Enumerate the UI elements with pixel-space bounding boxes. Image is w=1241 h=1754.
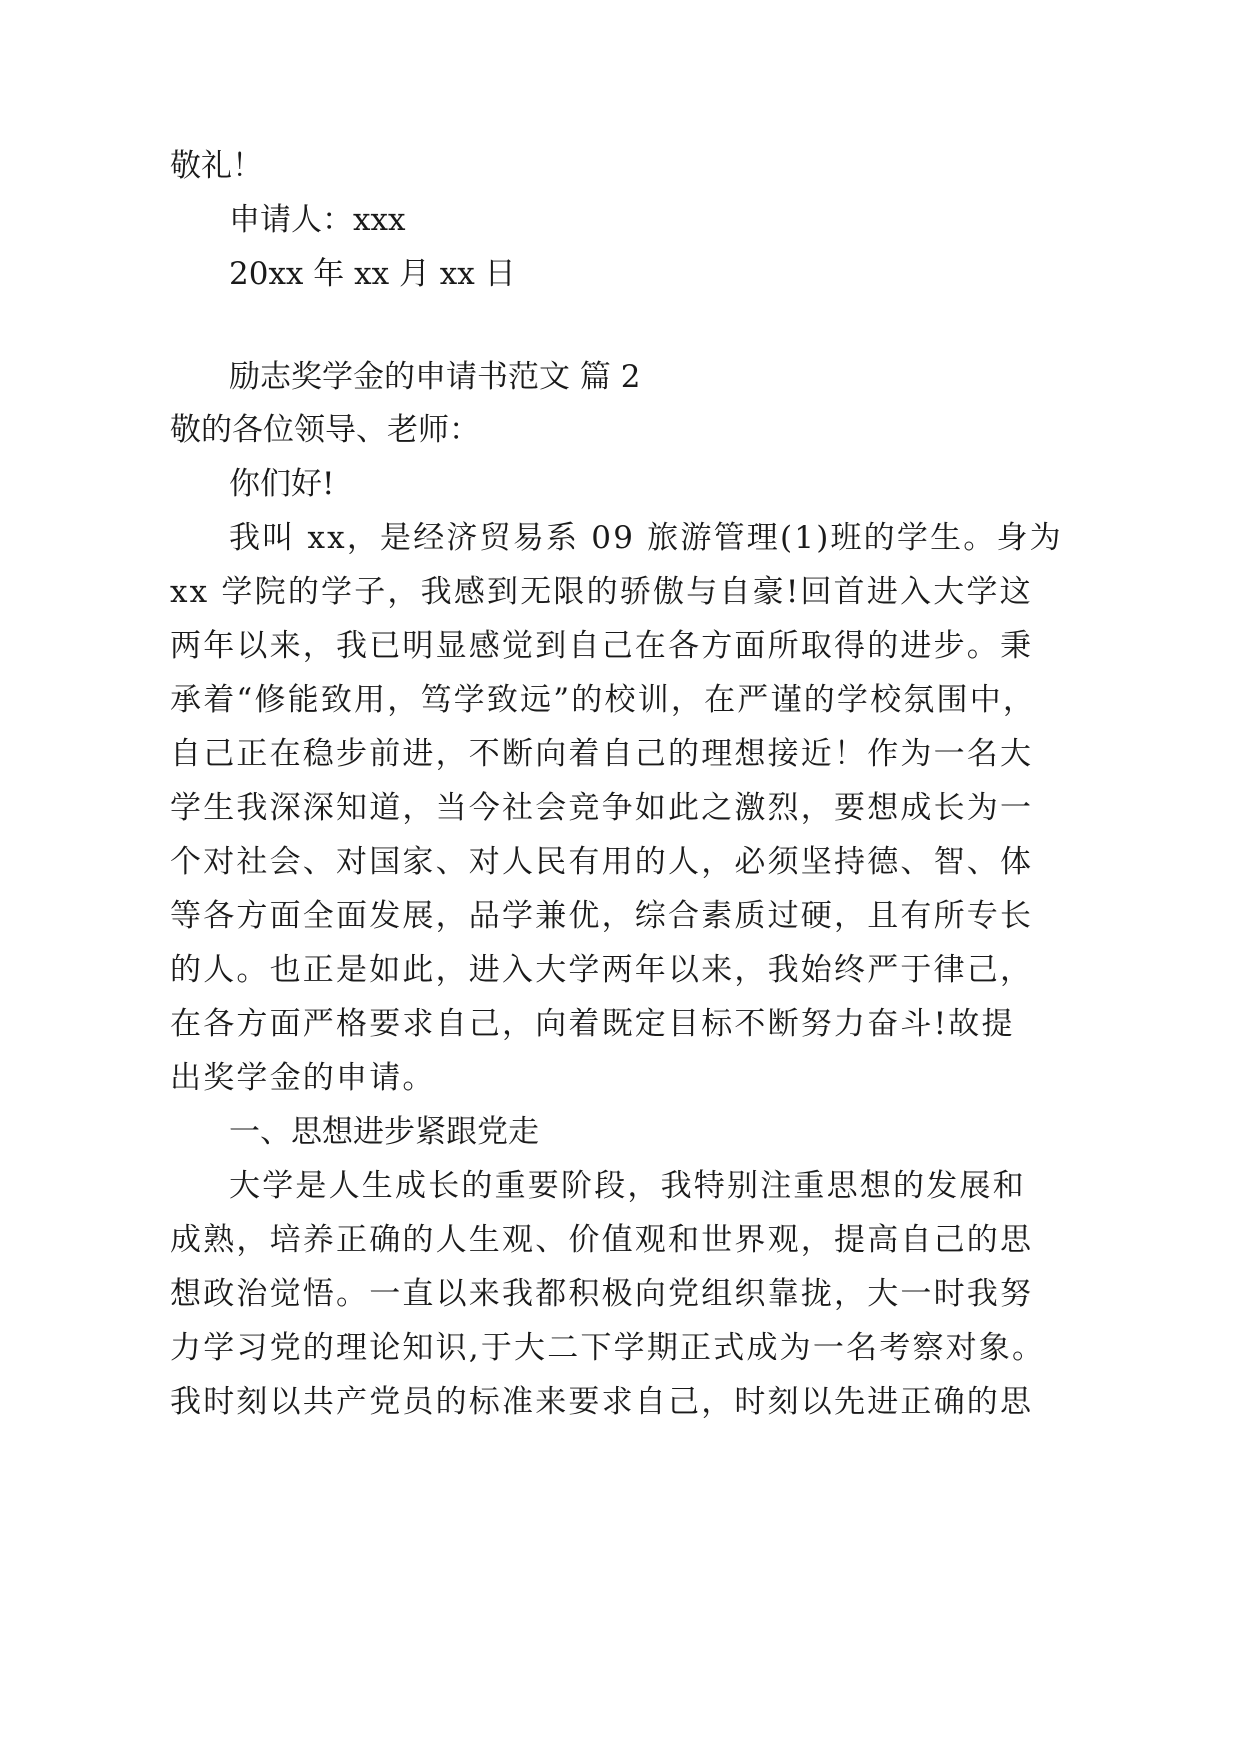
ideology-paragraph-line: 成熟，培养正确的人生观、价值观和世界观，提高自己的思 [170, 1222, 1034, 1258]
salutation: 敬的各位领导、老师： [170, 412, 480, 448]
intro-paragraph-line: 个对社会、对国家、对人民有用的人，必须坚持德、智、体 [170, 844, 1034, 880]
intro-paragraph-line: 我叫 xx，是经济贸易系 09 旅游管理(1)班的学生。身为 [229, 520, 1063, 556]
ideology-paragraph-line: 大学是人生成长的重要阶段，我特别注重思想的发展和 [229, 1168, 1026, 1204]
intro-paragraph-line: 两年以来，我已明显感觉到自己在各方面所取得的进步。秉 [170, 628, 1034, 664]
greeting: 你们好! [229, 466, 335, 502]
ideology-paragraph-line: 想政治觉悟。一直以来我都积极向党组织靠拢，大一时我努 [170, 1276, 1034, 1312]
intro-paragraph-line: 的人。也正是如此，进入大学两年以来，我始终严于律己， [170, 952, 1034, 988]
intro-paragraph-line: 在各方面严格要求自己，向着既定目标不断努力奋斗!故提 [170, 1006, 1015, 1042]
closing-salute: 敬礼！ [170, 148, 263, 184]
subheading-ideology: 一、思想进步紧跟党走 [229, 1114, 539, 1150]
intro-paragraph-line: 出奖学金的申请。 [170, 1060, 436, 1096]
section-title: 励志奖学金的申请书范文 篇 2 [229, 359, 641, 395]
intro-paragraph-line: 承着“修能致用，笃学致远”的校训，在严谨的学校氛围中， [170, 682, 1037, 718]
ideology-paragraph-line: 力学习党的理论知识,于大二下学期正式成为一名考察对象。 [170, 1330, 1046, 1366]
ideology-paragraph-line: 我时刻以共产党员的标准来要求自己，时刻以先进正确的思 [170, 1384, 1034, 1420]
applicant-signature: 申请人：xxx [229, 202, 406, 238]
intro-paragraph-line: 学生我深深知道，当今社会竞争如此之激烈，要想成长为一 [170, 790, 1034, 826]
intro-paragraph-line: 等各方面全面发展，品学兼优，综合素质过硬，且有所专长 [170, 898, 1034, 934]
application-date: 20xx 年 xx 月 xx 日 [229, 256, 516, 292]
intro-paragraph-line: xx 学院的学子，我感到无限的骄傲与自豪!回首进入大学这 [170, 574, 1033, 610]
intro-paragraph-line: 自己正在稳步前进，不断向着自己的理想接近！作为一名大 [170, 736, 1034, 772]
